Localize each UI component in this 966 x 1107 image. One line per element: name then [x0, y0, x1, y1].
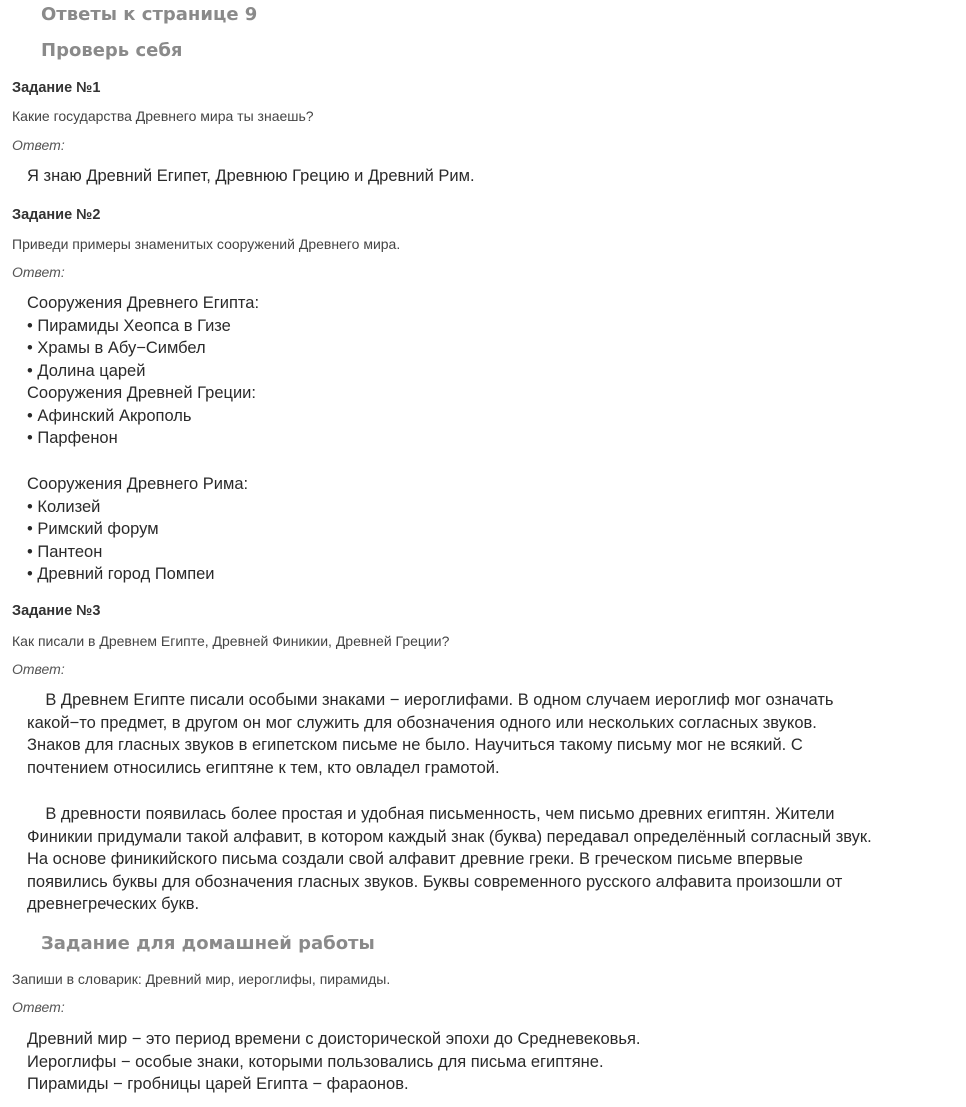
answer-line: Иероглифы − особые знаки, которыми пользовались для письма египтяне.: [27, 1052, 604, 1071]
list-item: • Древний город Помпеи: [27, 565, 215, 584]
task-3-answer-label: Ответ:: [12, 661, 65, 677]
task-2-title: Задание №2: [12, 207, 101, 223]
task-2-question: Приведи примеры знаменитых сооружений Древнего мира.: [12, 236, 401, 252]
answer-line: почтением относились египтяне к тем, кто овладел грамотой.: [27, 758, 500, 777]
answer-line: Финикии придумали такой алфавит, в котором каждый знак (буква) передавал определённый согласный звук.: [27, 827, 872, 846]
answer-line: Знаков для гласных звуков в египетском письме не было. Научиться такому письму мог не всякий. С: [27, 736, 803, 755]
task-1-title: Задание №1: [12, 80, 101, 96]
task-3-question: Как писали в Древнем Египте, Древней Финикии, Древней Греции?: [12, 633, 450, 649]
answer-line: Сооружения Древнего Египта:: [27, 294, 260, 312]
task-2-answer-egypt: [27, 292, 259, 382]
list-item: • Парфенон: [27, 429, 118, 448]
task-1-answer-label: Ответ:: [12, 137, 65, 153]
task-3-answer-paragraph-2: [27, 803, 957, 916]
list-item: • Афинский Акрополь: [27, 406, 192, 425]
task-2-answer-greece: [27, 382, 256, 450]
page-answers-heading: Ответы к странице 9: [41, 4, 258, 25]
task-3-title: Задание №3: [12, 603, 101, 619]
answer-line: Пирамиды − гробницы царей Египта − фараонов.: [27, 1075, 409, 1094]
homework-question: Запиши в словарик: Древний мир, иероглифы, пирамиды.: [12, 971, 391, 987]
homework-answer: [27, 1028, 641, 1096]
homework-heading: Задание для домашней работы: [41, 933, 375, 954]
list-item: • Пирамиды Хеопса в Гизе: [27, 316, 231, 335]
list-item: • Римский форум: [27, 520, 159, 539]
answer-line: Древний мир − это период времени с доисторической эпохи до Средневековья.: [27, 1030, 641, 1048]
list-item: • Долина царей: [27, 361, 146, 380]
homework-answer-label: Ответ:: [12, 999, 65, 1015]
answer-line: На основе финикийского письма создали свой алфавит древние греки. В греческом письме впервые: [27, 850, 803, 869]
task-2-answer-label: Ответ:: [12, 264, 65, 280]
answer-line: появились буквы для обозначения гласных звуков. Буквы современного русского алфавита произошли от: [27, 872, 843, 891]
task-1-answer: [27, 165, 475, 188]
list-item: • Пантеон: [27, 542, 103, 561]
task-3-answer-paragraph-1: [27, 689, 957, 779]
answer-line: В древности появилась более простая и удобная письменность, чем письмо древних египтян. Жители: [27, 805, 835, 823]
answer-line: Сооружения Древнего Рима:: [27, 475, 249, 493]
task-2-answer-rome: [27, 473, 248, 586]
check-yourself-heading: Проверь себя: [41, 40, 183, 61]
answer-line: В Древнем Египте писали особыми знаками − иероглифами. В одном случаем иероглиф мог означать: [27, 691, 834, 709]
list-item: • Колизей: [27, 497, 101, 516]
answer-line: Я знаю Древний Египет, Древнюю Грецию и Древний Рим.: [27, 167, 475, 185]
answer-line: Сооружения Древней Греции:: [27, 384, 256, 402]
answer-line: какой−то предмет, в другом он мог служить для обозначения одного или нескольких согласных звуков.: [27, 713, 817, 732]
list-item: • Храмы в Абу−Симбел: [27, 339, 206, 358]
answer-line: древнегреческих букв.: [27, 895, 200, 914]
task-1-question: Какие государства Древнего мира ты знаешь?: [12, 108, 314, 124]
